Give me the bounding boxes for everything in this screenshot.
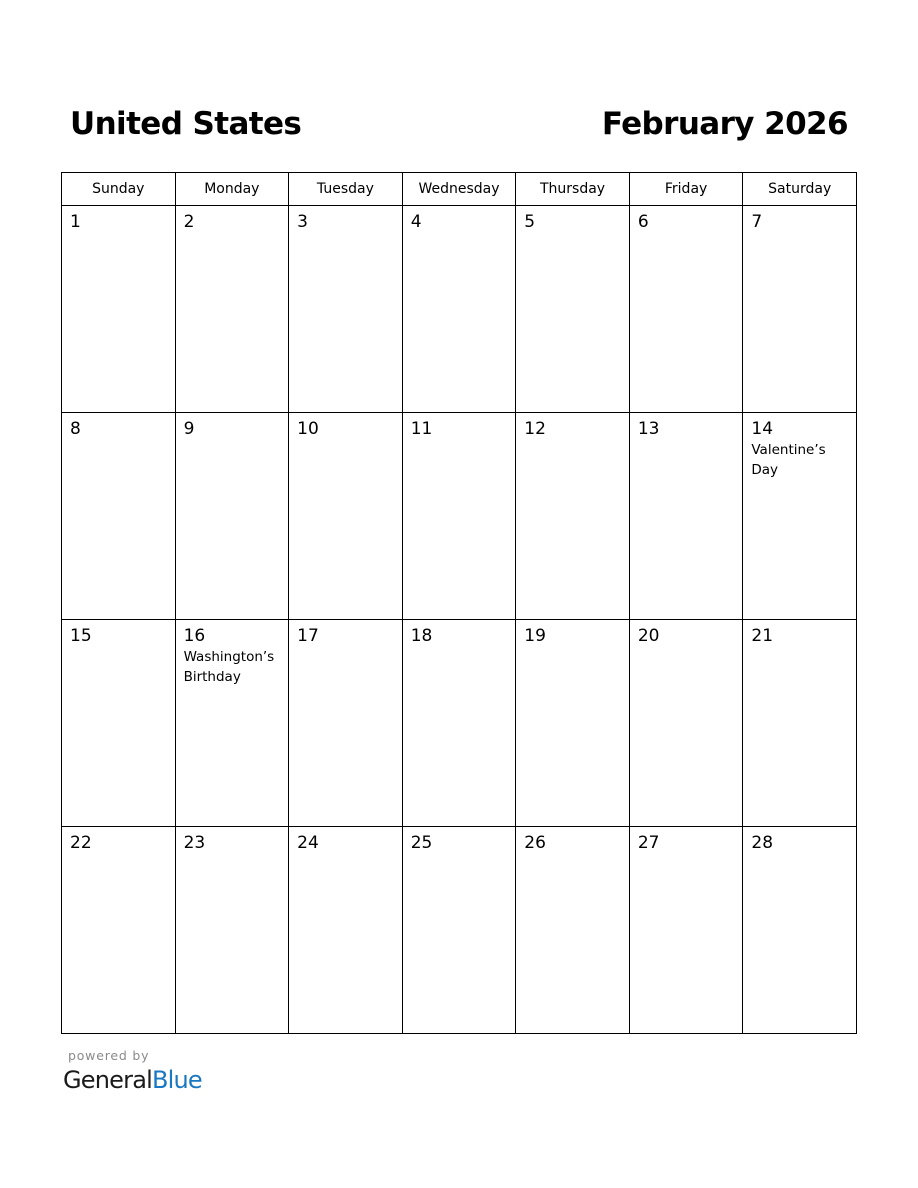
generalblue-logo xyxy=(63,1066,202,1094)
day-number: 13 xyxy=(637,419,660,439)
logo-general-text: General xyxy=(63,1066,152,1094)
day-number: 25 xyxy=(410,833,433,853)
day-cell xyxy=(629,827,743,1034)
day-number: 14 xyxy=(751,419,774,439)
country-title: United States xyxy=(70,106,302,142)
week-row xyxy=(62,827,857,1034)
day-number: 5 xyxy=(524,212,536,232)
day-number: 19 xyxy=(524,626,546,646)
day-cell xyxy=(516,413,630,620)
day-number: 10 xyxy=(297,419,319,439)
week-row xyxy=(62,413,857,620)
day-number: 3 xyxy=(297,212,308,232)
day-cell xyxy=(629,206,743,413)
week-row xyxy=(62,206,857,413)
day-cell xyxy=(402,206,516,413)
weekday-wednesday: Wednesday xyxy=(402,173,516,206)
day-cell xyxy=(289,413,403,620)
weekday-friday: Friday xyxy=(629,173,743,206)
day-number: 28 xyxy=(751,833,774,853)
day-cell xyxy=(289,827,403,1034)
day-number: 23 xyxy=(183,833,206,853)
powered-by-text: powered by xyxy=(68,1048,150,1063)
day-cell xyxy=(175,827,289,1034)
day-number: 22 xyxy=(70,833,92,853)
day-cell xyxy=(402,413,516,620)
day-number: 12 xyxy=(524,419,546,439)
day-cell xyxy=(743,827,857,1034)
branding xyxy=(63,1048,202,1094)
day-cell xyxy=(175,413,289,620)
day-cell xyxy=(516,827,630,1034)
day-cell xyxy=(289,620,403,827)
day-number: 20 xyxy=(637,626,660,646)
day-cell xyxy=(175,620,289,827)
day-number: 18 xyxy=(410,626,433,646)
weekday-sunday: Sunday xyxy=(62,173,176,206)
week-row xyxy=(62,620,857,827)
day-number: 1 xyxy=(70,212,81,232)
day-number: 6 xyxy=(637,212,649,232)
day-number: 17 xyxy=(297,626,319,646)
day-number: 4 xyxy=(410,212,422,232)
day-cell xyxy=(743,620,857,827)
logo-blue-text: Blue xyxy=(151,1066,202,1094)
day-number: 16 xyxy=(183,626,206,646)
day-cell xyxy=(743,206,857,413)
weekday-tuesday: Tuesday xyxy=(289,173,403,206)
day-number: 7 xyxy=(751,212,763,232)
day-cell xyxy=(289,206,403,413)
day-cell xyxy=(402,827,516,1034)
day-number: 21 xyxy=(751,626,774,646)
day-number: 9 xyxy=(183,419,195,439)
day-cell xyxy=(62,413,176,620)
weekday-saturday: Saturday xyxy=(743,173,857,206)
holiday-label: Valentine’s Day xyxy=(751,442,826,478)
weekday-thursday: Thursday xyxy=(516,173,630,206)
day-number: 11 xyxy=(410,419,433,439)
day-cell xyxy=(629,413,743,620)
day-cell xyxy=(62,620,176,827)
weekday-header-row xyxy=(62,173,857,206)
day-number: 8 xyxy=(70,419,81,439)
day-cell xyxy=(402,620,516,827)
day-cell xyxy=(743,413,857,620)
day-number: 15 xyxy=(70,626,92,646)
day-cell xyxy=(516,620,630,827)
day-cell xyxy=(62,206,176,413)
day-cell xyxy=(62,827,176,1034)
day-cell xyxy=(175,206,289,413)
day-cell xyxy=(516,206,630,413)
day-number: 24 xyxy=(297,833,319,853)
weekday-monday: Monday xyxy=(175,173,289,206)
day-number: 2 xyxy=(183,212,195,232)
holiday-label: Washington’s Birthday xyxy=(183,649,275,685)
day-number: 26 xyxy=(524,833,546,853)
day-cell xyxy=(629,620,743,827)
day-number: 27 xyxy=(637,833,660,853)
calendar-grid xyxy=(61,172,857,1034)
month-title: February 2026 xyxy=(601,106,848,142)
